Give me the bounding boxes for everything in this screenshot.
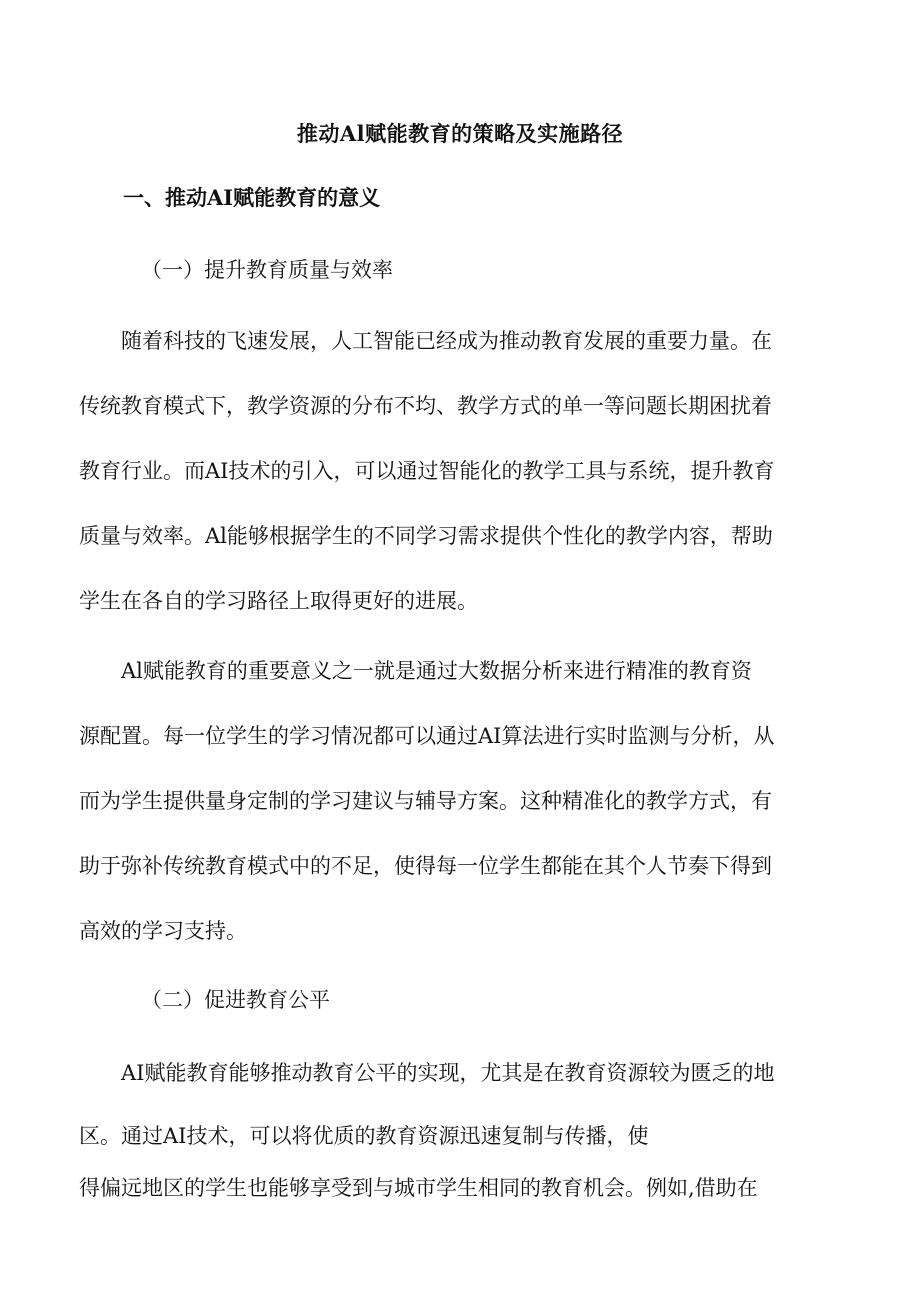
paragraph-3 <box>79 1041 849 1211</box>
document-title: 推动Al赋能教育的策略及实施路径 <box>296 121 624 146</box>
paragraph-line: 源配置。每一位学生的学习情况都可以通过AI算法进行实时监测与分析，从 <box>79 724 775 748</box>
paragraph-line: Al赋能教育的重要意义之一就是通过大数据分析来进行精准的教育资 <box>121 659 752 683</box>
paragraph-1 <box>79 309 849 634</box>
paragraph-line: 得偏远地区的学生也能够享受到与城市学生相同的教育机会。例如,借助在 <box>79 1176 758 1200</box>
paragraph-line: 高效的学习支持。 <box>79 919 247 943</box>
paragraph-line: 质量与效率。Al能够根据学生的不同学习需求提供个性化的教学内容，帮助 <box>79 524 773 548</box>
paragraph-line: 学生在各自的学习路径上取得更好的进展。 <box>79 589 478 613</box>
subsection-heading-2: （二）促进教育公平 <box>141 988 330 1012</box>
section-heading-1: 一、推动AI赋能教育的意义 <box>123 185 381 210</box>
paragraph-line: AI赋能教育能够推动教育公平的实现，尤其是在教育资源较为匮乏的地 <box>121 1061 775 1085</box>
paragraph-2 <box>79 639 849 964</box>
paragraph-line: 传统教育模式下，教学资源的分布不均、教学方式的单一等问题长期困扰着 <box>79 394 772 418</box>
paragraph-line: 教育行业。而AI技术的引入，可以通过智能化的教学工具与系统，提升教育 <box>79 459 775 483</box>
paragraph-line: 而为学生提供量身定制的学习建议与辅导方案。这种精准化的教学方式，有 <box>79 789 772 813</box>
paragraph-line: 区。通过AI技术，可以将优质的教育资源迅速复制与传播，使 <box>79 1124 649 1148</box>
paragraph-line: 助于弥补传统教育模式中的不足，使得每一位学生都能在其个人节奏下得到 <box>79 854 772 878</box>
subsection-heading-1: （一）提升教育质量与效率 <box>141 258 393 282</box>
paragraph-line: 随着科技的飞速发展，人工智能已经成为推动教育发展的重要力量。在 <box>121 329 772 353</box>
